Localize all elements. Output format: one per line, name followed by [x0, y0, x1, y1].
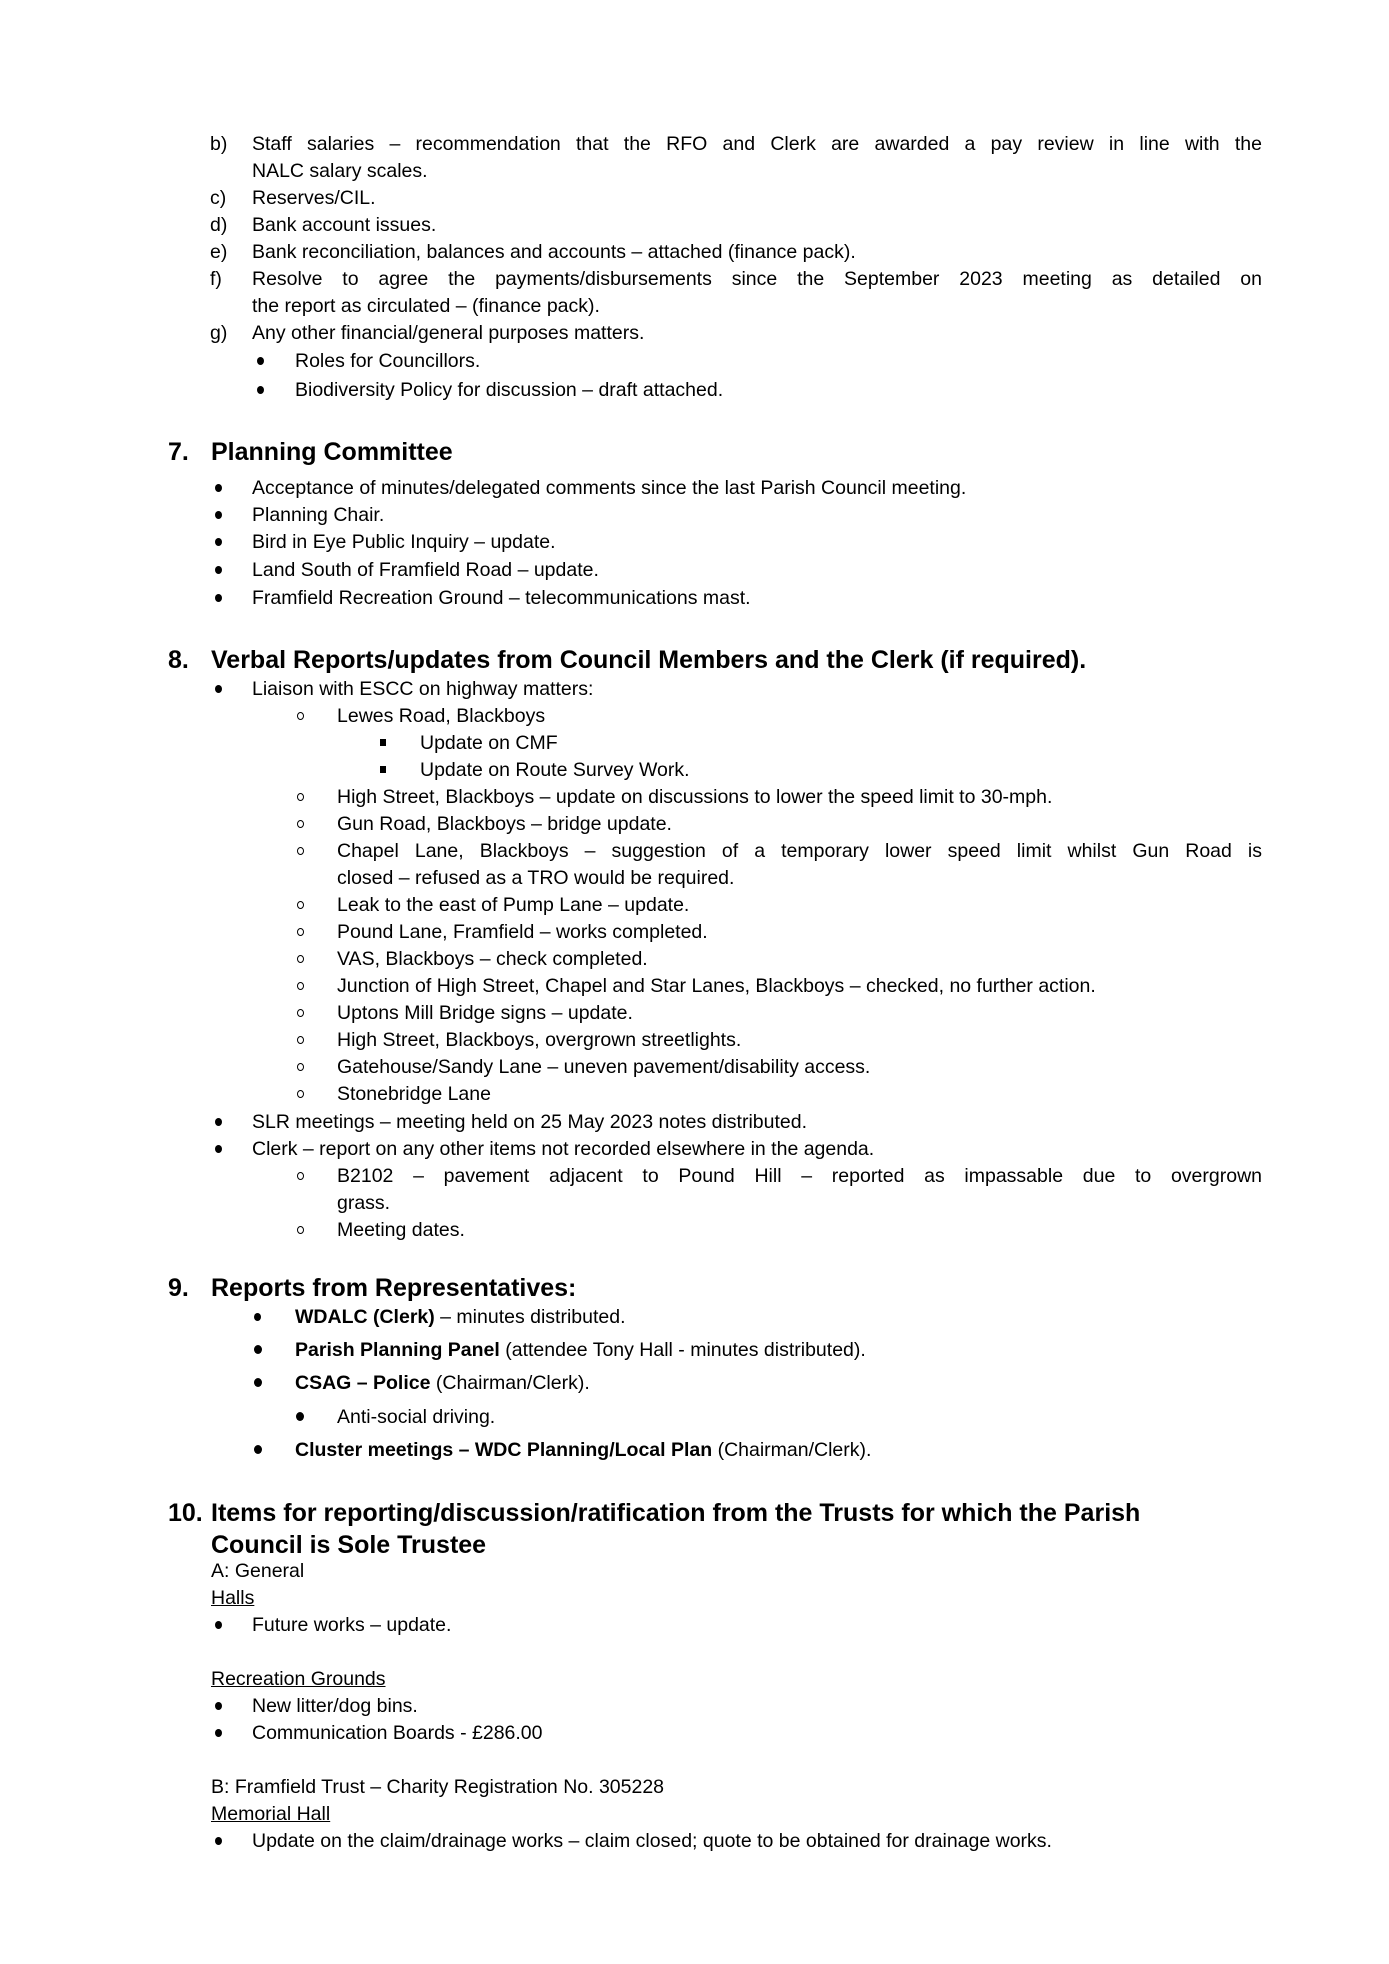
circle-bullet-icon: [297, 1172, 304, 1180]
item-marker: e): [210, 241, 228, 263]
square-bullet-icon: [380, 739, 386, 746]
list-item: Stonebridge Lane: [337, 1083, 491, 1105]
list-item: Communication Boards - £286.00: [252, 1722, 543, 1744]
list-item: Chapel Lane, Blackboys – suggestion of a temporary lower speed limit whilst Gun Road is: [337, 840, 1262, 862]
list-item: [295, 1370, 590, 1397]
rep-detail: (Chairman/Clerk).: [430, 1372, 590, 1394]
finance-g-bullet: Roles for Councillors.: [295, 350, 481, 372]
list-item: SLR meetings – meeting held on 25 May 2023 notes distributed.: [252, 1111, 808, 1133]
list-item: Framfield Recreation Ground – telecommunications mast.: [252, 587, 751, 609]
list-item: Lewes Road, Blackboys: [337, 705, 546, 727]
section-title: Verbal Reports/updates from Council Members and the Clerk (if required).: [211, 646, 1087, 674]
list-item: Bird in Eye Public Inquiry – update.: [252, 531, 556, 553]
list-item: Update on Route Survey Work.: [420, 759, 690, 781]
circle-bullet-icon: [297, 793, 304, 801]
list-item: Update on the claim/drainage works – claim closed; quote to be obtained for drainage works.: [252, 1830, 1052, 1852]
circle-bullet-icon: [297, 1009, 304, 1017]
circle-bullet-icon: [297, 1226, 304, 1234]
circle-bullet-icon: [297, 712, 304, 720]
bullet-icon: [254, 1345, 262, 1354]
bullet-icon: [215, 1118, 222, 1126]
list-item-cont: closed – refused as a TRO would be required.: [337, 867, 735, 889]
list-item: Leak to the east of Pump Lane – update.: [337, 894, 690, 916]
part-a-label: A: General: [211, 1560, 305, 1582]
list-item: VAS, Blackboys – check completed.: [337, 948, 648, 970]
circle-bullet-icon: [297, 901, 304, 909]
rep-name: Cluster meetings – WDC Planning/Local Plan: [295, 1439, 713, 1461]
finance-g-bullet: Biodiversity Policy for discussion – draft attached.: [295, 379, 724, 401]
bullet-icon: [215, 685, 222, 693]
bullet-icon: [215, 1729, 222, 1737]
item-marker: f): [210, 268, 222, 290]
bullet-icon: [254, 1313, 261, 1321]
circle-bullet-icon: [297, 1063, 304, 1071]
bullet-icon: [215, 511, 222, 519]
section-title: Items for reporting/discussion/ratification from the Trusts for which the Parish: [211, 1499, 1141, 1527]
list-item: Meeting dates.: [337, 1219, 465, 1241]
list-item: Gun Road, Blackboys – bridge update.: [337, 813, 672, 835]
list-item: [295, 1304, 626, 1331]
rep-name: WDALC (Clerk): [295, 1306, 435, 1328]
list-item: Liaison with ESCC on highway matters:: [252, 678, 594, 700]
finance-item-f-cont: the report as circulated – (finance pack).: [252, 295, 600, 317]
list-item: B2102 – pavement adjacent to Pound Hill – reported as impassable due to overgrown: [337, 1165, 1262, 1187]
bullet-icon: [215, 1621, 222, 1629]
bullet-icon: [257, 357, 264, 365]
finance-item-c: Reserves/CIL.: [252, 187, 376, 209]
halls-heading: Halls: [211, 1587, 255, 1609]
rep-name: Parish Planning Panel: [295, 1339, 500, 1361]
rep-detail: (Chairman/Clerk).: [712, 1439, 872, 1461]
bullet-icon: [215, 538, 222, 546]
list-item: High Street, Blackboys – update on discussions to lower the speed limit to 30-mph.: [337, 786, 1053, 808]
recreation-grounds-heading: Recreation Grounds: [211, 1668, 386, 1690]
circle-bullet-icon: [297, 820, 304, 828]
circle-bullet-icon: [297, 847, 304, 855]
finance-item-b: Staff salaries – recommendation that the RFO and Clerk are awarded a pay review in line with the: [252, 133, 1262, 155]
list-item: Land South of Framfield Road – update.: [252, 559, 599, 581]
section-number: 8.: [168, 646, 189, 674]
section-title: Reports from Representatives:: [211, 1274, 577, 1302]
bullet-icon: [257, 386, 264, 394]
item-marker: d): [210, 214, 228, 236]
finance-item-d: Bank account issues.: [252, 214, 437, 236]
bullet-icon: [215, 594, 222, 602]
memorial-hall-heading: Memorial Hall: [211, 1803, 331, 1825]
list-item: Acceptance of minutes/delegated comments since the last Parish Council meeting.: [252, 477, 967, 499]
section-number: 10.: [168, 1499, 203, 1527]
finance-item-e: Bank reconciliation, balances and accounts – attached (finance pack).: [252, 241, 856, 263]
list-item: Pound Lane, Framfield – works completed.: [337, 921, 708, 943]
list-item: Clerk – report on any other items not recorded elsewhere in the agenda.: [252, 1138, 875, 1160]
section-title-cont: Council is Sole Trustee: [211, 1531, 487, 1559]
bullet-icon: [254, 1378, 262, 1387]
circle-bullet-icon: [297, 928, 304, 936]
section-title: Planning Committee: [211, 438, 453, 466]
section-number: 7.: [168, 438, 189, 466]
list-item: [295, 1337, 866, 1364]
rep-detail: – minutes distributed.: [434, 1306, 626, 1328]
part-b-label: B: Framfield Trust – Charity Registration No. 305228: [211, 1776, 665, 1798]
circle-bullet-icon: [297, 982, 304, 990]
item-marker: c): [210, 187, 227, 209]
list-item: Future works – update.: [252, 1614, 452, 1636]
list-item: [295, 1437, 871, 1464]
list-item: Anti-social driving.: [337, 1406, 496, 1428]
list-item: Update on CMF: [420, 732, 558, 754]
section-number: 9.: [168, 1274, 189, 1302]
bullet-icon: [215, 484, 222, 492]
circle-bullet-icon: [297, 1090, 304, 1098]
item-marker: b): [210, 133, 228, 155]
list-item: High Street, Blackboys, overgrown streetlights.: [337, 1029, 742, 1051]
item-marker: g): [210, 322, 228, 344]
bullet-icon: [215, 1837, 222, 1845]
list-item: Planning Chair.: [252, 504, 385, 526]
finance-item-b-cont: NALC salary scales.: [252, 160, 428, 182]
square-bullet-icon: [380, 766, 386, 773]
rep-detail: (attendee Tony Hall - minutes distributed).: [499, 1339, 866, 1361]
circle-bullet-icon: [297, 955, 304, 963]
bullet-icon: [215, 1702, 222, 1710]
list-item: Junction of High Street, Chapel and Star Lanes, Blackboys – checked, no further action.: [337, 975, 1096, 997]
list-item: New litter/dog bins.: [252, 1695, 418, 1717]
list-item-cont: grass.: [337, 1192, 391, 1214]
circle-bullet-icon: [297, 1036, 304, 1044]
list-item: Gatehouse/Sandy Lane – uneven pavement/disability access.: [337, 1056, 871, 1078]
finance-item-f: Resolve to agree the payments/disbursements since the September 2023 meeting as detailed on: [252, 268, 1262, 290]
bullet-icon: [254, 1445, 262, 1454]
finance-item-g: Any other financial/general purposes matters.: [252, 322, 645, 344]
bullet-icon: [296, 1412, 304, 1421]
bullet-icon: [215, 566, 222, 574]
bullet-icon: [215, 1145, 222, 1153]
rep-name: CSAG – Police: [295, 1372, 431, 1394]
list-item: Uptons Mill Bridge signs – update.: [337, 1002, 633, 1024]
